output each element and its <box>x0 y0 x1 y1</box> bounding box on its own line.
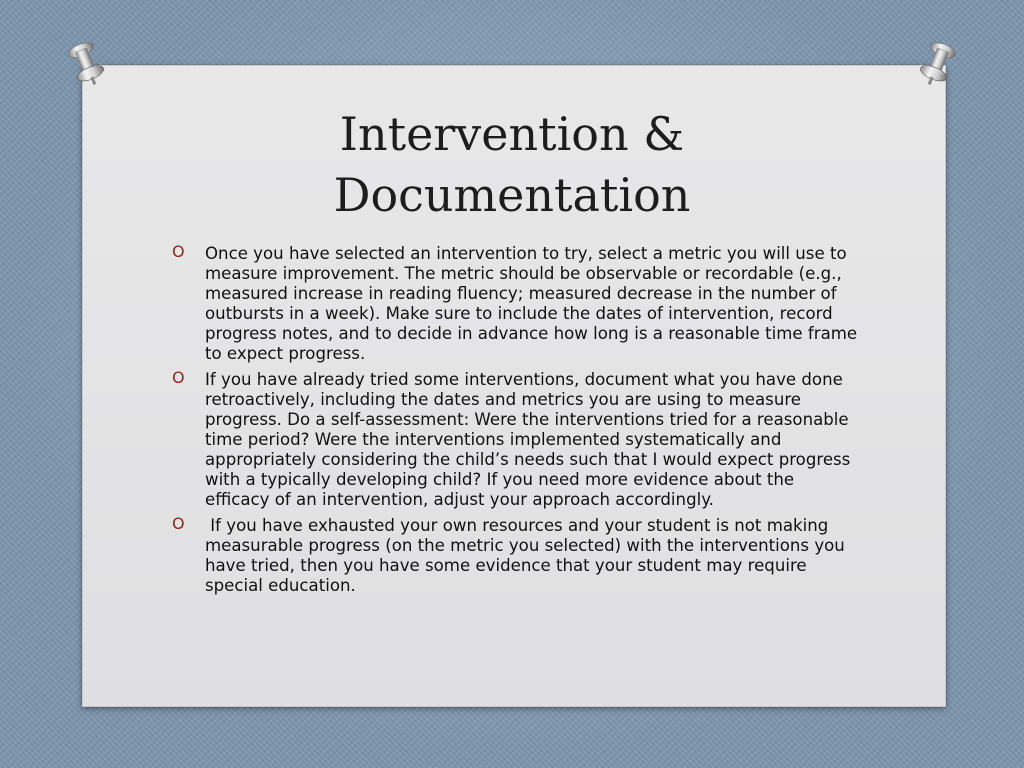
bullet-marker: O <box>172 514 185 533</box>
bullet-list <box>172 244 862 602</box>
bullet-text: If you have already tried some interventions, document what you have done retroactively, including the dates and metrics you are using to measure progress. Do a self-assessment: Were the interventions tried for a reasonable time period? Were the interventions implemented systematically and appropriately considering the child’s needs such that I would expect progress with a typically developing child? If you need more evidence about the efficacy of an intervention, adjust your approach accordingly. <box>205 370 851 509</box>
bullet-text: If you have exhausted your own resources and your student is not making measurable progress (on the metric you selected) with the interventions you have tried, then you have some evidence that your student may require special education. <box>205 516 851 595</box>
bullet-item <box>172 516 862 596</box>
bullet-marker: O <box>172 368 185 387</box>
bullet-item <box>172 244 862 364</box>
bullet-text: Once you have selected an intervention to try, select a metric you will use to measure improvement. The metric should be observable or recordable (e.g., measured increase in reading fluency; measured decrease in the number of outbursts in a week). Make sure to include the dates of intervention, record progress notes, and to decide in advance how long is a reasonable time frame to expect progress. <box>205 244 858 363</box>
slide-title-line-2: Documentation <box>333 168 691 222</box>
bullet-item <box>172 370 862 510</box>
bullet-marker: O <box>172 242 185 261</box>
slide-title-line-1: Intervention & <box>339 107 685 161</box>
slide-title <box>0 104 1024 226</box>
